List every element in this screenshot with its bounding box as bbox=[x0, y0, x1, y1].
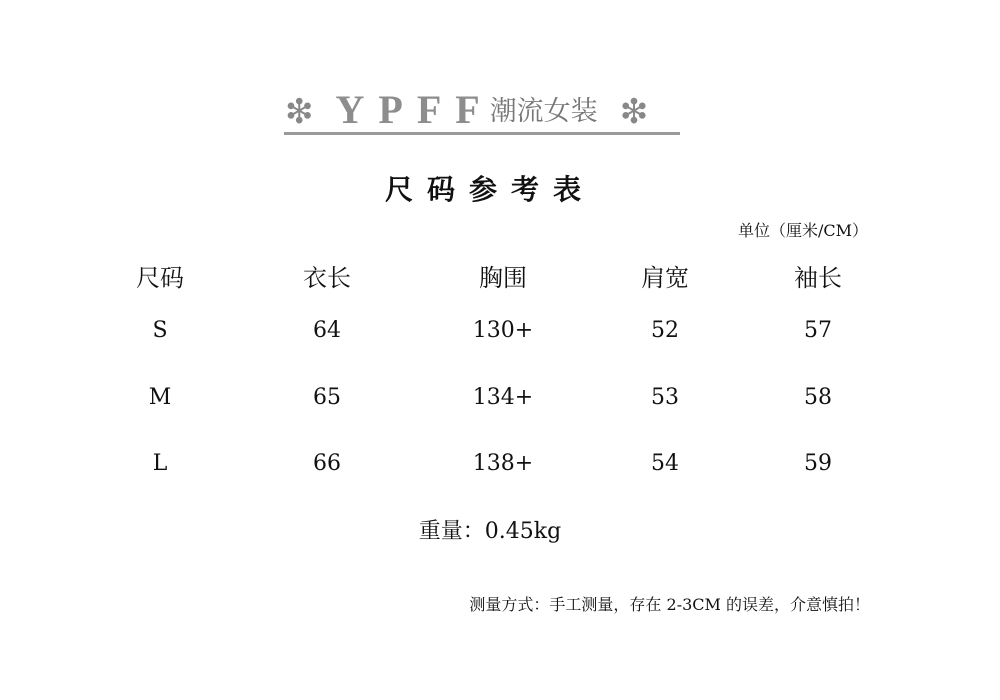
snowflake-icon: ❇ bbox=[285, 92, 314, 132]
table-cell: 130+ bbox=[472, 318, 534, 343]
unit-label: 单位（厘米/CM） bbox=[737, 221, 868, 240]
brand-subtitle: 潮流女装 bbox=[489, 96, 598, 127]
brand-logo bbox=[285, 88, 680, 132]
table-cell: 59 bbox=[804, 451, 832, 476]
page-title: 尺码参考表 bbox=[384, 173, 595, 206]
brand-name: YPFF bbox=[335, 87, 494, 132]
table-cell: 66 bbox=[313, 451, 341, 476]
table-cell: 64 bbox=[313, 318, 341, 343]
weight-label: 重量：0.45kg bbox=[418, 519, 562, 544]
table-cell: 134+ bbox=[472, 385, 534, 410]
table-cell: 138+ bbox=[472, 451, 534, 476]
table-cell: L bbox=[152, 451, 168, 476]
table-cell: 58 bbox=[804, 385, 832, 410]
column-header: 袖长 bbox=[794, 264, 842, 292]
brand-underline bbox=[284, 132, 680, 135]
column-header: 胸围 bbox=[479, 264, 527, 292]
table-cell: S bbox=[152, 318, 168, 343]
table-cell: 57 bbox=[804, 318, 832, 343]
table-cell: 53 bbox=[651, 385, 679, 410]
table-cell: 54 bbox=[651, 451, 679, 476]
table-cell: 65 bbox=[313, 385, 341, 410]
snowflake-icon: ❇ bbox=[619, 92, 649, 132]
column-header: 肩宽 bbox=[641, 264, 689, 292]
column-header: 尺码 bbox=[136, 264, 184, 292]
column-header: 衣长 bbox=[303, 264, 351, 292]
measurement-note: 测量方式：手工测量，存在 2-3CM 的误差，介意慎拍！ bbox=[469, 595, 870, 614]
table-cell: M bbox=[148, 385, 172, 410]
table-cell: 52 bbox=[651, 318, 679, 343]
